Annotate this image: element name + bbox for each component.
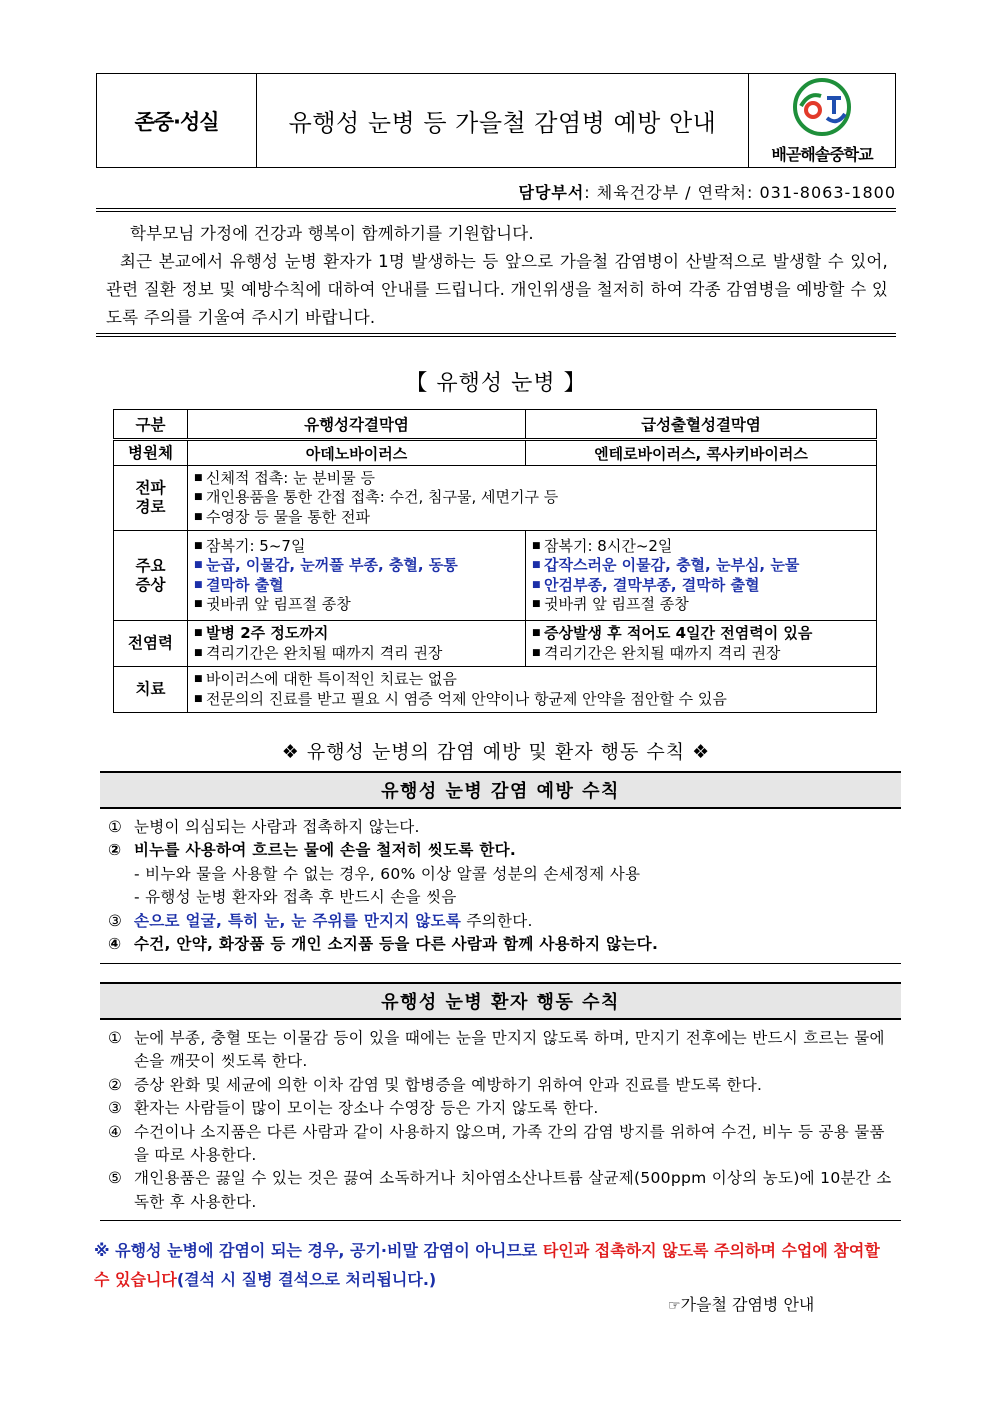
item-number: ③ — [108, 1099, 123, 1118]
list-item — [108, 839, 894, 862]
item-number: ⑤ — [108, 1169, 123, 1188]
phone-label: 연락처 — [697, 183, 747, 202]
table-row — [114, 531, 877, 621]
contagion-ekc — [188, 621, 526, 667]
contact-info: 담당부서: 체육건강부 / 연락처: 031-8063-1800 — [518, 183, 896, 202]
note-text-red: 타인과 접촉하지 않도록 주의하며 수업에 참여할 수 있습니다 — [94, 1241, 880, 1289]
patient-rules — [108, 1027, 894, 1214]
item-number: ② — [108, 841, 122, 860]
rules-subtitle: ❖ 유행성 눈병의 감염 예방 및 환자 행동 수칙 ❖ — [281, 741, 711, 763]
item-text-emphasis: 손으로 얼굴, 특히 눈, 눈 주위를 만지지 않도록 — [134, 911, 462, 930]
note-mark: ※ — [94, 1241, 110, 1260]
col-header-category: 구분 — [114, 410, 188, 440]
box-divider — [100, 1220, 901, 1221]
contagion-item: ■ 격리기간은 완치될 때까지 격리 권장 — [194, 644, 519, 664]
item-text: 주의한다. — [461, 911, 533, 930]
pointing-hand-icon: ☞ — [668, 1298, 681, 1314]
table-row — [114, 466, 877, 531]
list-item — [108, 1121, 894, 1168]
item-text: 환자는 사람들이 많이 모이는 장소나 수영장 등은 가지 않도록 한다. — [134, 1099, 599, 1118]
school-emblem-icon — [787, 74, 857, 140]
intro-paragraph-2: 최근 본교에서 유행성 눈병 환자가 1명 발생하는 등 앞으로 가을철 감염병이 산발적으로 발생할 수 있어, 관련 질환 정보 및 예방수칙에 대하여 안내를 드립니다. 개인위생을 철저히 하여 각종 감염병을 예방할 수 있도록 주의를 기울여 주시기 바랍니다. — [106, 252, 888, 327]
divider — [96, 208, 896, 212]
school-logo — [749, 74, 895, 167]
symptom-item: ■ 눈곱, 이물감, 눈꺼풀 부종, 충혈, 동통 — [194, 556, 519, 576]
item-number: ④ — [108, 1122, 123, 1141]
contagion-item: ■ 격리기간은 완치될 때까지 격리 권장 — [532, 644, 870, 664]
row-label-pathogen: 병원체 — [114, 440, 188, 466]
item-text: 수건이나 소지품은 다른 사람과 같이 사용하지 않으며, 가족 간의 감염 방지를 위하여 수건, 비누 등 공용 물품을 따로 사용한다. — [134, 1122, 885, 1165]
row-label-contagion: 전염력 — [114, 621, 188, 667]
symptom-item: ■ 잠복기: 8시간~2일 — [532, 537, 870, 557]
item-text: 눈병이 의심되는 사람과 접촉하지 않는다. — [134, 818, 420, 836]
intro-text — [106, 220, 888, 332]
phone-value: 031-8063-1800 — [759, 183, 896, 202]
item-text: 비누를 사용하여 흐르는 물에 손을 철저히 씻도록 한다. — [134, 841, 517, 860]
patient-title: 유행성 눈병 환자 행동 수칙 — [100, 982, 901, 1020]
table-header-row — [114, 410, 877, 440]
note-text-blue: 유행성 눈병에 감염이 되는 경우, 공기·비말 감염이 아니므로 — [115, 1241, 538, 1260]
contagion-item: ■ 증상발생 후 적어도 4일간 전염력이 있음 — [532, 624, 870, 644]
pathogen-ahc: 엔테로바이러스, 콕사키바이러스 — [526, 440, 877, 466]
contagion-ahc — [526, 621, 877, 667]
list-item — [108, 1027, 894, 1074]
list-item — [108, 1167, 894, 1214]
table-row — [114, 667, 877, 713]
list-item — [108, 816, 894, 839]
intro-paragraph-1: 학부모님 가정에 건강과 행복이 함께하기를 기원합니다. — [130, 224, 534, 243]
school-name: 배곧해솔중학교 — [771, 145, 873, 164]
symptom-item: ■ 갑작스러운 이물감, 충혈, 눈부심, 눈물 — [532, 556, 870, 576]
divider — [96, 333, 896, 337]
attendance-note — [94, 1236, 894, 1294]
symptoms-ahc — [526, 531, 877, 621]
pathogen-ekc: 아데노바이러스 — [188, 440, 526, 466]
note-text-blue: (결석 시 질병 결석으로 처리됩니다.) — [176, 1270, 437, 1289]
item-number: ① — [108, 818, 123, 836]
list-subitem: - 유행성 눈병 환자와 접촉 후 반드시 손을 씻음 — [134, 888, 457, 907]
document-header — [96, 73, 896, 168]
list-subitem: - 비누와 물을 사용할 수 없는 경우, 60% 이상 알콜 성분의 손세정제 사용 — [134, 864, 641, 883]
route-item: ■ 개인용품을 통한 간접 접촉: 수건, 침구물, 세면기구 등 — [194, 488, 870, 508]
route-item: ■ 신체적 접촉: 눈 분비물 등 — [194, 469, 870, 489]
item-number: ① — [108, 1029, 123, 1047]
col-header-ahc: 급성출혈성결막염 — [526, 410, 877, 440]
section-title: 【 유행성 눈병 】 — [405, 371, 587, 396]
treatment-item: ■ 바이러스에 대한 특이적인 치료는 없음 — [194, 670, 870, 690]
list-item — [108, 933, 894, 956]
list-item — [108, 1074, 894, 1097]
col-header-ekc: 유행성각결막염 — [188, 410, 526, 440]
autumn-disease-link[interactable] — [668, 1292, 814, 1315]
row-label-symptoms: 주요 증상 — [114, 531, 188, 621]
route-item: ■ 수영장 등 물을 통한 전파 — [194, 508, 870, 528]
row-label-route: 전파 경로 — [114, 466, 188, 531]
treatment-item: ■ 전문의의 진료를 받고 필요 시 염증 억제 안약이나 항균제 안약을 점안할 수 있음 — [194, 690, 870, 710]
contagion-item: ■ 발병 2주 정도까지 — [194, 624, 519, 644]
item-text: 수건, 안약, 화장품 등 개인 소지품 등을 다른 사람과 함께 사용하지 않는다. — [134, 935, 659, 954]
row-label-treatment: 치료 — [114, 667, 188, 713]
item-text: 개인용품은 끓일 수 있는 것은 끓여 소독하거나 치아염소산나트륨 살균제(500ppm 이상의 농도)에 10분간 소독한 후 사용한다. — [134, 1169, 892, 1211]
item-number: ④ — [108, 935, 122, 954]
item-number: ② — [108, 1075, 123, 1094]
list-item — [108, 1097, 894, 1120]
link-label: 가을철 감염병 안내 — [680, 1295, 815, 1314]
route-cell — [188, 466, 877, 531]
dept-label: 담당부서 — [518, 183, 585, 202]
symptom-item: ■ 귓바퀴 앞 림프절 종창 — [194, 595, 519, 615]
prevention-rules — [108, 816, 894, 956]
document-title: 유행성 눈병 등 가을철 감염병 예방 안내 — [257, 74, 749, 167]
treatment-cell — [188, 667, 877, 713]
prevention-title: 유행성 눈병 감염 예방 수칙 — [100, 771, 901, 809]
eye-disease-table — [113, 409, 877, 713]
table-row — [114, 621, 877, 667]
symptoms-ekc — [188, 531, 526, 621]
dept-value: 체육건강부 — [596, 183, 680, 202]
item-text: 증상 완화 및 세균에 의한 이차 감염 및 합병증을 예방하기 위하여 안과 진료를 받도록 한다. — [134, 1075, 763, 1094]
symptom-item: ■ 귓바퀴 앞 림프절 종창 — [532, 595, 870, 615]
symptom-item: ■ 결막하 출혈 — [194, 576, 519, 596]
list-item — [108, 910, 894, 933]
school-motto: 존중·성실 — [97, 74, 257, 167]
table-row — [114, 440, 877, 466]
item-text: 눈에 부종, 충혈 또는 이물감 등이 있을 때에는 눈을 만지지 않도록 하며, 만지기 전후에는 반드시 흐르는 물에 손을 깨끗이 씻도록 한다. — [134, 1029, 885, 1071]
item-number: ③ — [108, 911, 123, 930]
symptom-item: ■ 잠복기: 5~7일 — [194, 537, 519, 557]
box-divider — [100, 963, 901, 964]
symptom-item: ■ 안검부종, 결막부종, 결막하 출혈 — [532, 576, 870, 596]
